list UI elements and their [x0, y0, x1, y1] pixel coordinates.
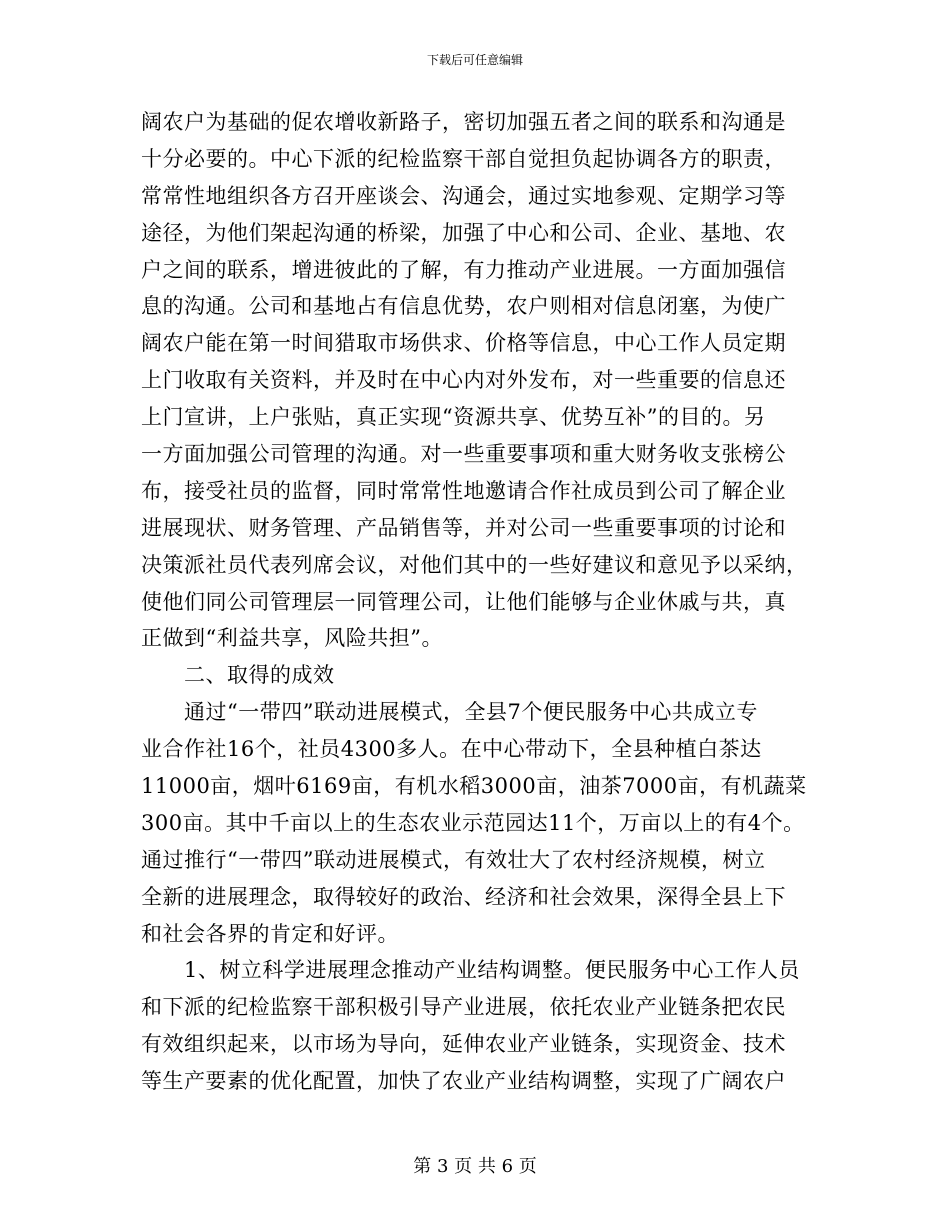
- text-line: 阔农户能在第一时间猎取市场供求、价格等信息，中心工作人员定期: [141, 331, 786, 356]
- text-line: 上门收取有关资料，并及时在中心内对外发布，对一些重要的信息还: [141, 368, 786, 393]
- text-line: 户之间的联系，增进彼此的了解，有力推动产业进展。一方面加强信: [141, 257, 786, 282]
- text-line: 布，接受社员的监督，同时常常性地邀请合作社成员到公司了解企业: [141, 478, 786, 503]
- text-line: 途径，为他们架起沟通的桥梁，加强了中心和公司、企业、基地、农: [141, 220, 786, 245]
- text-line: 一方面加强公司管理的沟通。对一些重要事项和重大财务收支张榜公: [141, 442, 786, 467]
- text-line: 进展现状、财务管理、产品销售等，并对公司一些重要事项的讨论和: [141, 515, 786, 540]
- text-line: 上门宣讲，上户张贴，真正实现“资源共享、优势互补”的目的。另: [141, 405, 766, 430]
- text-line: 常常性地组织各方召开座谈会、沟通会，通过实地参观、定期学习等: [141, 183, 786, 208]
- text-line: 有效组织起来，以市场为导向，延伸农业产业链条，实现资金、技术: [141, 1032, 786, 1057]
- text-line: 正做到“利益共享，风险共担”。: [141, 626, 443, 651]
- page-number: 第 3 页 共 6 页: [413, 1156, 537, 1177]
- text-line: 全新的进展理念，取得较好的政治、经济和社会效果，深得全县上下: [141, 884, 786, 909]
- text-line: 通过“一带四”联动进展模式，全县7个便民服务中心共成立专: [141, 700, 758, 725]
- text-line: 300亩。其中千亩以上的生态农业示范园达11个，万亩以上的有4个。: [141, 810, 805, 835]
- text-line: 决策派社员代表列席会议，对他们其中的一些好建议和意见予以采纳，: [141, 552, 808, 577]
- section-heading: 二、取得的成效: [141, 663, 335, 688]
- text-line: 息的沟通。公司和基地占有信息优势，农户则相对信息闭塞，为使广: [141, 294, 786, 319]
- text-line: 通过推行“一带四”联动进展模式，有效壮大了农村经济规模，树立: [141, 847, 766, 872]
- text-line: 使他们同公司管理层一同管理公司，让他们能够与企业休戚与共，真: [141, 589, 786, 614]
- text-line: 和社会各界的肯定和好评。: [141, 921, 399, 946]
- page-header: 下载后可任意编辑: [426, 53, 523, 67]
- text-line: 等生产要素的优化配置，加快了农业产业结构调整，实现了广阔农户: [141, 1069, 786, 1094]
- text-line: 阔农户为基础的促农增收新路子，密切加强五者之间的联系和沟通是: [141, 110, 786, 134]
- text-line: 和下派的纪检监察干部积极引导产业进展，依托农业产业链条把农民: [141, 995, 786, 1020]
- body-text: [141, 104, 809, 1100]
- text-line: 业合作社16个，社员4300多人。在中心带动下，全县种植白茶达: [141, 737, 762, 762]
- text-line: 十分必要的。中心下派的纪检监察干部自觉担负起协调各方的职责，: [141, 146, 786, 171]
- subsection-line: 1、树立科学进展理念推动产业结构调整。便民服务中心工作人员: [141, 958, 800, 983]
- text-line: 11000亩，烟叶6169亩，有机水稻3000亩，油茶7000亩，有机蔬菜: [141, 774, 807, 799]
